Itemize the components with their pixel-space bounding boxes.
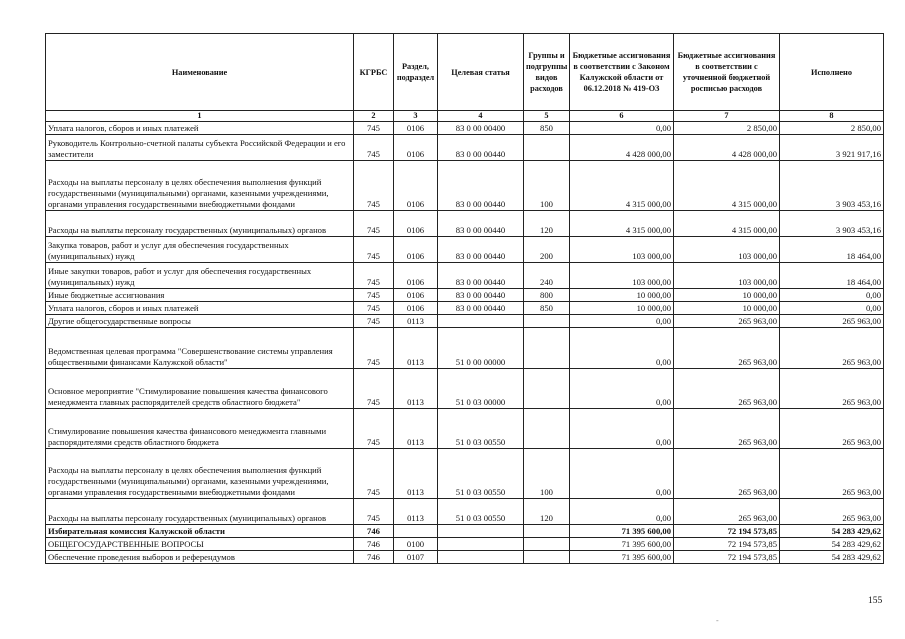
row-kgrbs: 745 bbox=[354, 237, 394, 263]
col-number: 8 bbox=[780, 111, 884, 122]
row-refined: 103 000,00 bbox=[674, 263, 780, 289]
row-group: 100 bbox=[524, 161, 570, 211]
row-target: 83 0 00 00400 bbox=[438, 122, 524, 135]
row-kgrbs: 745 bbox=[354, 161, 394, 211]
row-group: 120 bbox=[524, 499, 570, 525]
table-row bbox=[46, 237, 884, 263]
table-row bbox=[46, 409, 884, 449]
row-executed: 265 963,00 bbox=[780, 328, 884, 369]
row-section: 0100 bbox=[394, 538, 438, 551]
row-name: Стимулирование повышения качества финансового менеджмента главными распорядителями средств областного бюджета bbox=[46, 409, 354, 449]
header-refined: Бюджетные ассигнования в соответствии с уточненной бюджетной росписью расходов bbox=[674, 34, 780, 111]
row-executed: 3 903 453,16 bbox=[780, 211, 884, 237]
row-kgrbs: 745 bbox=[354, 263, 394, 289]
row-law: 0,00 bbox=[570, 449, 674, 499]
row-kgrbs: 746 bbox=[354, 525, 394, 538]
col-number: 3 bbox=[394, 111, 438, 122]
row-group: 850 bbox=[524, 302, 570, 315]
row-executed: 265 963,00 bbox=[780, 449, 884, 499]
row-name: Основное мероприятие "Стимулирование повышения качества финансового менеджмента главных распорядителей средств областного бюджета" bbox=[46, 369, 354, 409]
row-target bbox=[438, 538, 524, 551]
row-kgrbs: 745 bbox=[354, 122, 394, 135]
table-row bbox=[46, 449, 884, 499]
row-section bbox=[394, 525, 438, 538]
row-law: 0,00 bbox=[570, 499, 674, 525]
row-group bbox=[524, 538, 570, 551]
row-target: 83 0 00 00440 bbox=[438, 263, 524, 289]
row-law: 71 395 600,00 bbox=[570, 538, 674, 551]
row-executed: 54 283 429,62 bbox=[780, 538, 884, 551]
row-law: 10 000,00 bbox=[570, 302, 674, 315]
col-number: 2 bbox=[354, 111, 394, 122]
row-kgrbs: 745 bbox=[354, 409, 394, 449]
header-target: Целевая статья bbox=[438, 34, 524, 111]
row-section: 0106 bbox=[394, 263, 438, 289]
table-row bbox=[46, 289, 884, 302]
header-groups: Группы и подгруппы видов расходов bbox=[524, 34, 570, 111]
row-executed: 265 963,00 bbox=[780, 409, 884, 449]
header-executed: Исполнено bbox=[780, 34, 884, 111]
row-section: 0113 bbox=[394, 499, 438, 525]
row-executed: 265 963,00 bbox=[780, 369, 884, 409]
row-target bbox=[438, 525, 524, 538]
table-row bbox=[46, 328, 884, 369]
row-kgrbs: 745 bbox=[354, 369, 394, 409]
row-executed: 3 921 917,16 bbox=[780, 135, 884, 161]
row-section: 0113 bbox=[394, 449, 438, 499]
row-refined: 103 000,00 bbox=[674, 237, 780, 263]
row-law: 0,00 bbox=[570, 328, 674, 369]
row-name: Иные закупки товаров, работ и услуг для обеспечения государственных (муниципальных) нужд bbox=[46, 263, 354, 289]
row-name: Другие общегосударственные вопросы bbox=[46, 315, 354, 328]
row-law: 103 000,00 bbox=[570, 237, 674, 263]
row-executed: 18 464,00 bbox=[780, 263, 884, 289]
row-executed: 0,00 bbox=[780, 302, 884, 315]
row-kgrbs: 745 bbox=[354, 315, 394, 328]
row-law: 103 000,00 bbox=[570, 263, 674, 289]
table-row bbox=[46, 551, 884, 564]
row-name: Обеспечение проведения выборов и референдумов bbox=[46, 551, 354, 564]
row-executed: 0,00 bbox=[780, 289, 884, 302]
row-law: 0,00 bbox=[570, 369, 674, 409]
row-name: Ведомственная целевая программа "Совершенствование системы управления общественными финансами Калужской области" bbox=[46, 328, 354, 369]
row-group: 120 bbox=[524, 211, 570, 237]
row-executed: 265 963,00 bbox=[780, 315, 884, 328]
row-section: 0106 bbox=[394, 135, 438, 161]
row-name: ОБЩЕГОСУДАРСТВЕННЫЕ ВОПРОСЫ bbox=[46, 538, 354, 551]
row-law: 0,00 bbox=[570, 315, 674, 328]
row-section: 0106 bbox=[394, 237, 438, 263]
row-group: 800 bbox=[524, 289, 570, 302]
row-group: 200 bbox=[524, 237, 570, 263]
row-target: 51 0 03 00550 bbox=[438, 449, 524, 499]
table-row bbox=[46, 315, 884, 328]
row-name: Избирательная комиссия Калужской области bbox=[46, 525, 354, 538]
row-target: 51 0 03 00000 bbox=[438, 369, 524, 409]
row-section: 0106 bbox=[394, 122, 438, 135]
row-section: 0106 bbox=[394, 289, 438, 302]
header-kgrbs: КГРБС bbox=[354, 34, 394, 111]
row-kgrbs: 746 bbox=[354, 551, 394, 564]
col-number: 5 bbox=[524, 111, 570, 122]
table-row bbox=[46, 263, 884, 289]
row-law: 71 395 600,00 bbox=[570, 525, 674, 538]
row-refined: 265 963,00 bbox=[674, 315, 780, 328]
row-kgrbs: 746 bbox=[354, 538, 394, 551]
row-section: 0106 bbox=[394, 161, 438, 211]
col-number: 7 bbox=[674, 111, 780, 122]
row-law: 4 315 000,00 bbox=[570, 211, 674, 237]
row-target: 83 0 00 00440 bbox=[438, 302, 524, 315]
row-refined: 10 000,00 bbox=[674, 289, 780, 302]
table-row bbox=[46, 525, 884, 538]
table-row bbox=[46, 211, 884, 237]
row-law: 0,00 bbox=[570, 409, 674, 449]
row-group bbox=[524, 135, 570, 161]
table-row bbox=[46, 135, 884, 161]
row-target: 51 0 03 00550 bbox=[438, 409, 524, 449]
row-law: 4 428 000,00 bbox=[570, 135, 674, 161]
row-law: 10 000,00 bbox=[570, 289, 674, 302]
table-row bbox=[46, 302, 884, 315]
row-law: 0,00 bbox=[570, 122, 674, 135]
row-executed: 54 283 429,62 bbox=[780, 551, 884, 564]
row-kgrbs: 745 bbox=[354, 211, 394, 237]
table-row bbox=[46, 122, 884, 135]
row-name: Расходы на выплаты персоналу в целях обеспечения выполнения функций государственными (муниципальными) органами, казенными учреждениями, органами управления государственными внебюджетными фондами bbox=[46, 449, 354, 499]
table-row bbox=[46, 369, 884, 409]
budget-table bbox=[45, 33, 884, 564]
row-section: 0113 bbox=[394, 409, 438, 449]
row-target: 83 0 00 00440 bbox=[438, 135, 524, 161]
row-executed: 265 963,00 bbox=[780, 499, 884, 525]
row-name: Уплата налогов, сборов и иных платежей bbox=[46, 122, 354, 135]
row-executed: 3 903 453,16 bbox=[780, 161, 884, 211]
row-target: 51 0 00 00000 bbox=[438, 328, 524, 369]
row-refined: 4 315 000,00 bbox=[674, 211, 780, 237]
row-law: 71 395 600,00 bbox=[570, 551, 674, 564]
row-target: 83 0 00 00440 bbox=[438, 161, 524, 211]
row-name: Расходы на выплаты персоналу в целях обеспечения выполнения функций государственными (муниципальными) органами, казенными учреждениями, органами управления государственными внебюджетными фондами bbox=[46, 161, 354, 211]
row-refined: 72 194 573,85 bbox=[674, 538, 780, 551]
table-row bbox=[46, 538, 884, 551]
row-refined: 72 194 573,85 bbox=[674, 551, 780, 564]
row-refined: 2 850,00 bbox=[674, 122, 780, 135]
row-refined: 4 315 000,00 bbox=[674, 161, 780, 211]
row-group bbox=[524, 525, 570, 538]
row-executed: 2 850,00 bbox=[780, 122, 884, 135]
row-name: Расходы на выплаты персоналу государственных (муниципальных) органов bbox=[46, 499, 354, 525]
row-target bbox=[438, 551, 524, 564]
row-refined: 265 963,00 bbox=[674, 328, 780, 369]
header-name: Наименование bbox=[46, 34, 354, 111]
row-kgrbs: 745 bbox=[354, 499, 394, 525]
row-group bbox=[524, 315, 570, 328]
row-kgrbs: 745 bbox=[354, 289, 394, 302]
col-number: 6 bbox=[570, 111, 674, 122]
table-row bbox=[46, 161, 884, 211]
row-kgrbs: 745 bbox=[354, 449, 394, 499]
row-kgrbs: 745 bbox=[354, 302, 394, 315]
row-name: Расходы на выплаты персоналу государственных (муниципальных) органов bbox=[46, 211, 354, 237]
row-group: 100 bbox=[524, 449, 570, 499]
row-refined: 4 428 000,00 bbox=[674, 135, 780, 161]
row-executed: 18 464,00 bbox=[780, 237, 884, 263]
row-name: Закупка товаров, работ и услуг для обеспечения государственных (муниципальных) нужд bbox=[46, 237, 354, 263]
row-target: 51 0 03 00550 bbox=[438, 499, 524, 525]
header-law: Бюджетные ассигнования в соответствии с Законом Калужской области от 06.12.2018 № 419-ОЗ bbox=[570, 34, 674, 111]
row-name: Руководитель Контрольно-счетной палаты субъекта Российской Федерации и его заместители bbox=[46, 135, 354, 161]
row-kgrbs: 745 bbox=[354, 135, 394, 161]
row-target bbox=[438, 315, 524, 328]
col-number: 1 bbox=[46, 111, 354, 122]
row-section: 0106 bbox=[394, 302, 438, 315]
row-refined: 265 963,00 bbox=[674, 369, 780, 409]
row-group: 850 bbox=[524, 122, 570, 135]
row-group bbox=[524, 328, 570, 369]
row-section: 0113 bbox=[394, 315, 438, 328]
row-target: 83 0 00 00440 bbox=[438, 237, 524, 263]
row-name: Уплата налогов, сборов и иных платежей bbox=[46, 302, 354, 315]
row-refined: 265 963,00 bbox=[674, 409, 780, 449]
page-number: 155 bbox=[868, 596, 883, 606]
row-group bbox=[524, 409, 570, 449]
row-target: 83 0 00 00440 bbox=[438, 211, 524, 237]
row-section: 0113 bbox=[394, 328, 438, 369]
col-number: 4 bbox=[438, 111, 524, 122]
row-group bbox=[524, 551, 570, 564]
row-refined: 10 000,00 bbox=[674, 302, 780, 315]
row-section: 0106 bbox=[394, 211, 438, 237]
header-section: Раздел, подраздел bbox=[394, 34, 438, 111]
row-kgrbs: 745 bbox=[354, 328, 394, 369]
row-refined: 265 963,00 bbox=[674, 449, 780, 499]
row-refined: 265 963,00 bbox=[674, 499, 780, 525]
row-group bbox=[524, 369, 570, 409]
row-law: 4 315 000,00 bbox=[570, 161, 674, 211]
row-name: Иные бюджетные ассигнования bbox=[46, 289, 354, 302]
row-executed: 54 283 429,62 bbox=[780, 525, 884, 538]
scan-mark: - bbox=[716, 616, 719, 625]
table-row bbox=[46, 499, 884, 525]
row-section: 0107 bbox=[394, 551, 438, 564]
row-group: 240 bbox=[524, 263, 570, 289]
row-refined: 72 194 573,85 bbox=[674, 525, 780, 538]
row-target: 83 0 00 00440 bbox=[438, 289, 524, 302]
row-section: 0113 bbox=[394, 369, 438, 409]
